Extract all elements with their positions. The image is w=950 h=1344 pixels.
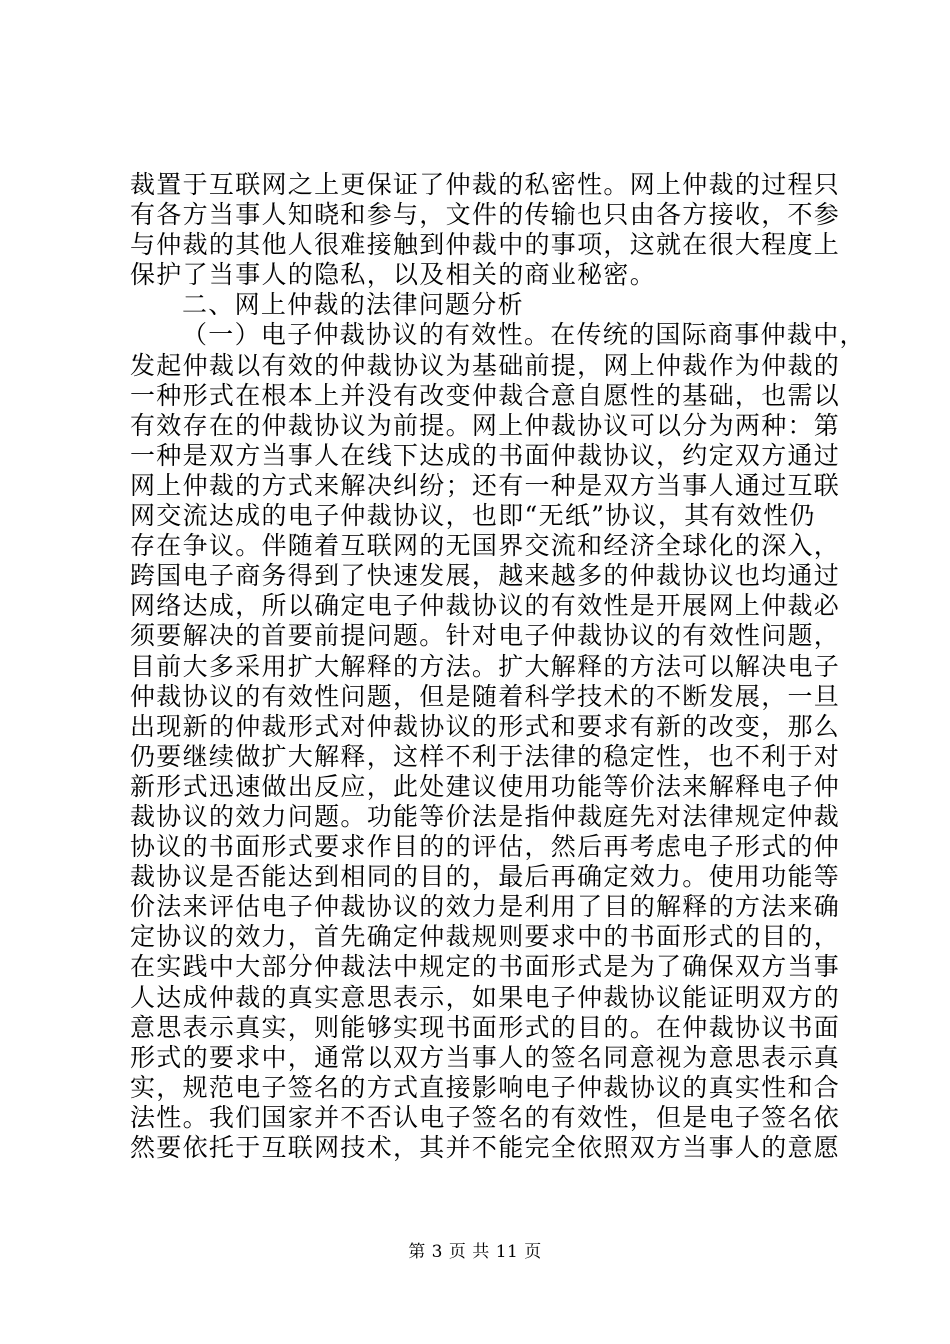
text-line: 然要依托于互联网技术，其并不能完全依照双方当事人的意愿 — [130, 1133, 841, 1162]
text-line: 裁协议的效力问题。功能等价法是指仲裁庭先对法律规定仲裁 — [130, 801, 841, 831]
text-line: 新形式迅速做出反应，此处建议使用功能等价法来解释电子仲 — [130, 771, 841, 801]
document-body — [130, 170, 866, 1163]
text-line: 保护了当事人的隐私，以及相关的商业秘密。 — [130, 260, 657, 290]
text-line: 二、网上仲裁的法律问题分析 — [182, 290, 524, 320]
page-footer: 第 3 页 共 11 页 — [408, 1242, 542, 1262]
text-line: 有各方当事人知晓和参与，文件的传输也只由各方接收，不参 — [130, 200, 841, 230]
text-line: 协议的书面形式要求作目的的评估，然后再考虑电子形式的仲 — [130, 832, 841, 862]
text-line: 裁协议是否能达到相同的目的，最后再确定效力。使用功能等 — [130, 862, 841, 892]
text-line: 一种是双方当事人在线下达成的书面仲裁协议，约定双方通过 — [130, 440, 841, 470]
text-line: 跨国电子商务得到了快速发展，越来越多的仲裁协议也均通过 — [130, 561, 841, 591]
text-line: 与仲裁的其他人很难接触到仲裁中的事项，这就在很大程度上 — [130, 230, 841, 260]
text-line: 出现新的仲裁形式对仲裁协议的形式和要求有新的改变，那么 — [130, 711, 841, 741]
text-line: 形式的要求中，通常以双方当事人的签名同意视为意思表示真 — [130, 1042, 841, 1072]
text-line: 意思表示真实，则能够实现书面形式的目的。在仲裁协议书面 — [130, 1012, 841, 1042]
text-line: 定协议的效力，首先确定仲裁规则要求中的书面形式的目的， — [130, 922, 841, 952]
text-line: 裁置于互联网之上更保证了仲裁的私密性。网上仲裁的过程只 — [130, 170, 841, 199]
text-line: 网上仲裁的方式来解决纠纷；还有一种是双方当事人通过互联 — [130, 470, 841, 500]
text-line: 仲裁协议的有效性问题，但是随着科学技术的不断发展，一旦 — [130, 681, 841, 711]
text-line: 网络达成，所以确定电子仲裁协议的有效性是开展网上仲裁必 — [130, 591, 841, 621]
text-line: 价法来评估电子仲裁协议的效力是利用了目的解释的方法来确 — [130, 892, 841, 922]
text-line: 须要解决的首要前提问题。针对电子仲裁协议的有效性问题， — [130, 621, 841, 651]
text-line: 实，规范电子签名的方式直接影响电子仲裁协议的真实性和合 — [130, 1072, 841, 1102]
text-line: 人达成仲裁的真实意思表示，如果电子仲裁协议能证明双方的 — [130, 982, 841, 1012]
text-line: 发起仲裁以有效的仲裁协议为基础前提，网上仲裁作为仲裁的 — [130, 350, 841, 380]
text-line: 法性。我们国家并不否认电子签名的有效性，但是电子签名依 — [130, 1102, 841, 1132]
text-line: 网交流达成的电子仲裁协议，也即“无纸”协议，其有效性仍 — [130, 501, 816, 531]
text-line: 仍要继续做扩大解释，这样不利于法律的稳定性，也不利于对 — [130, 741, 841, 771]
text-line: 有效存在的仲裁协议为前提。网上仲裁协议可以分为两种：第 — [130, 410, 841, 440]
text-line: 一种形式在根本上并没有改变仲裁合意自愿性的基础，也需以 — [130, 380, 841, 410]
text-line: 存在争议。伴随着互联网的无国界交流和经济全球化的深入， — [130, 531, 841, 561]
text-line: （一）电子仲裁协议的有效性。在传统的国际商事仲裁中， — [182, 320, 866, 350]
text-line: 目前大多采用扩大解释的方法。扩大解释的方法可以解决电子 — [130, 651, 841, 681]
text-line: 在实践中大部分仲裁法中规定的书面形式是为了确保双方当事 — [130, 952, 841, 982]
